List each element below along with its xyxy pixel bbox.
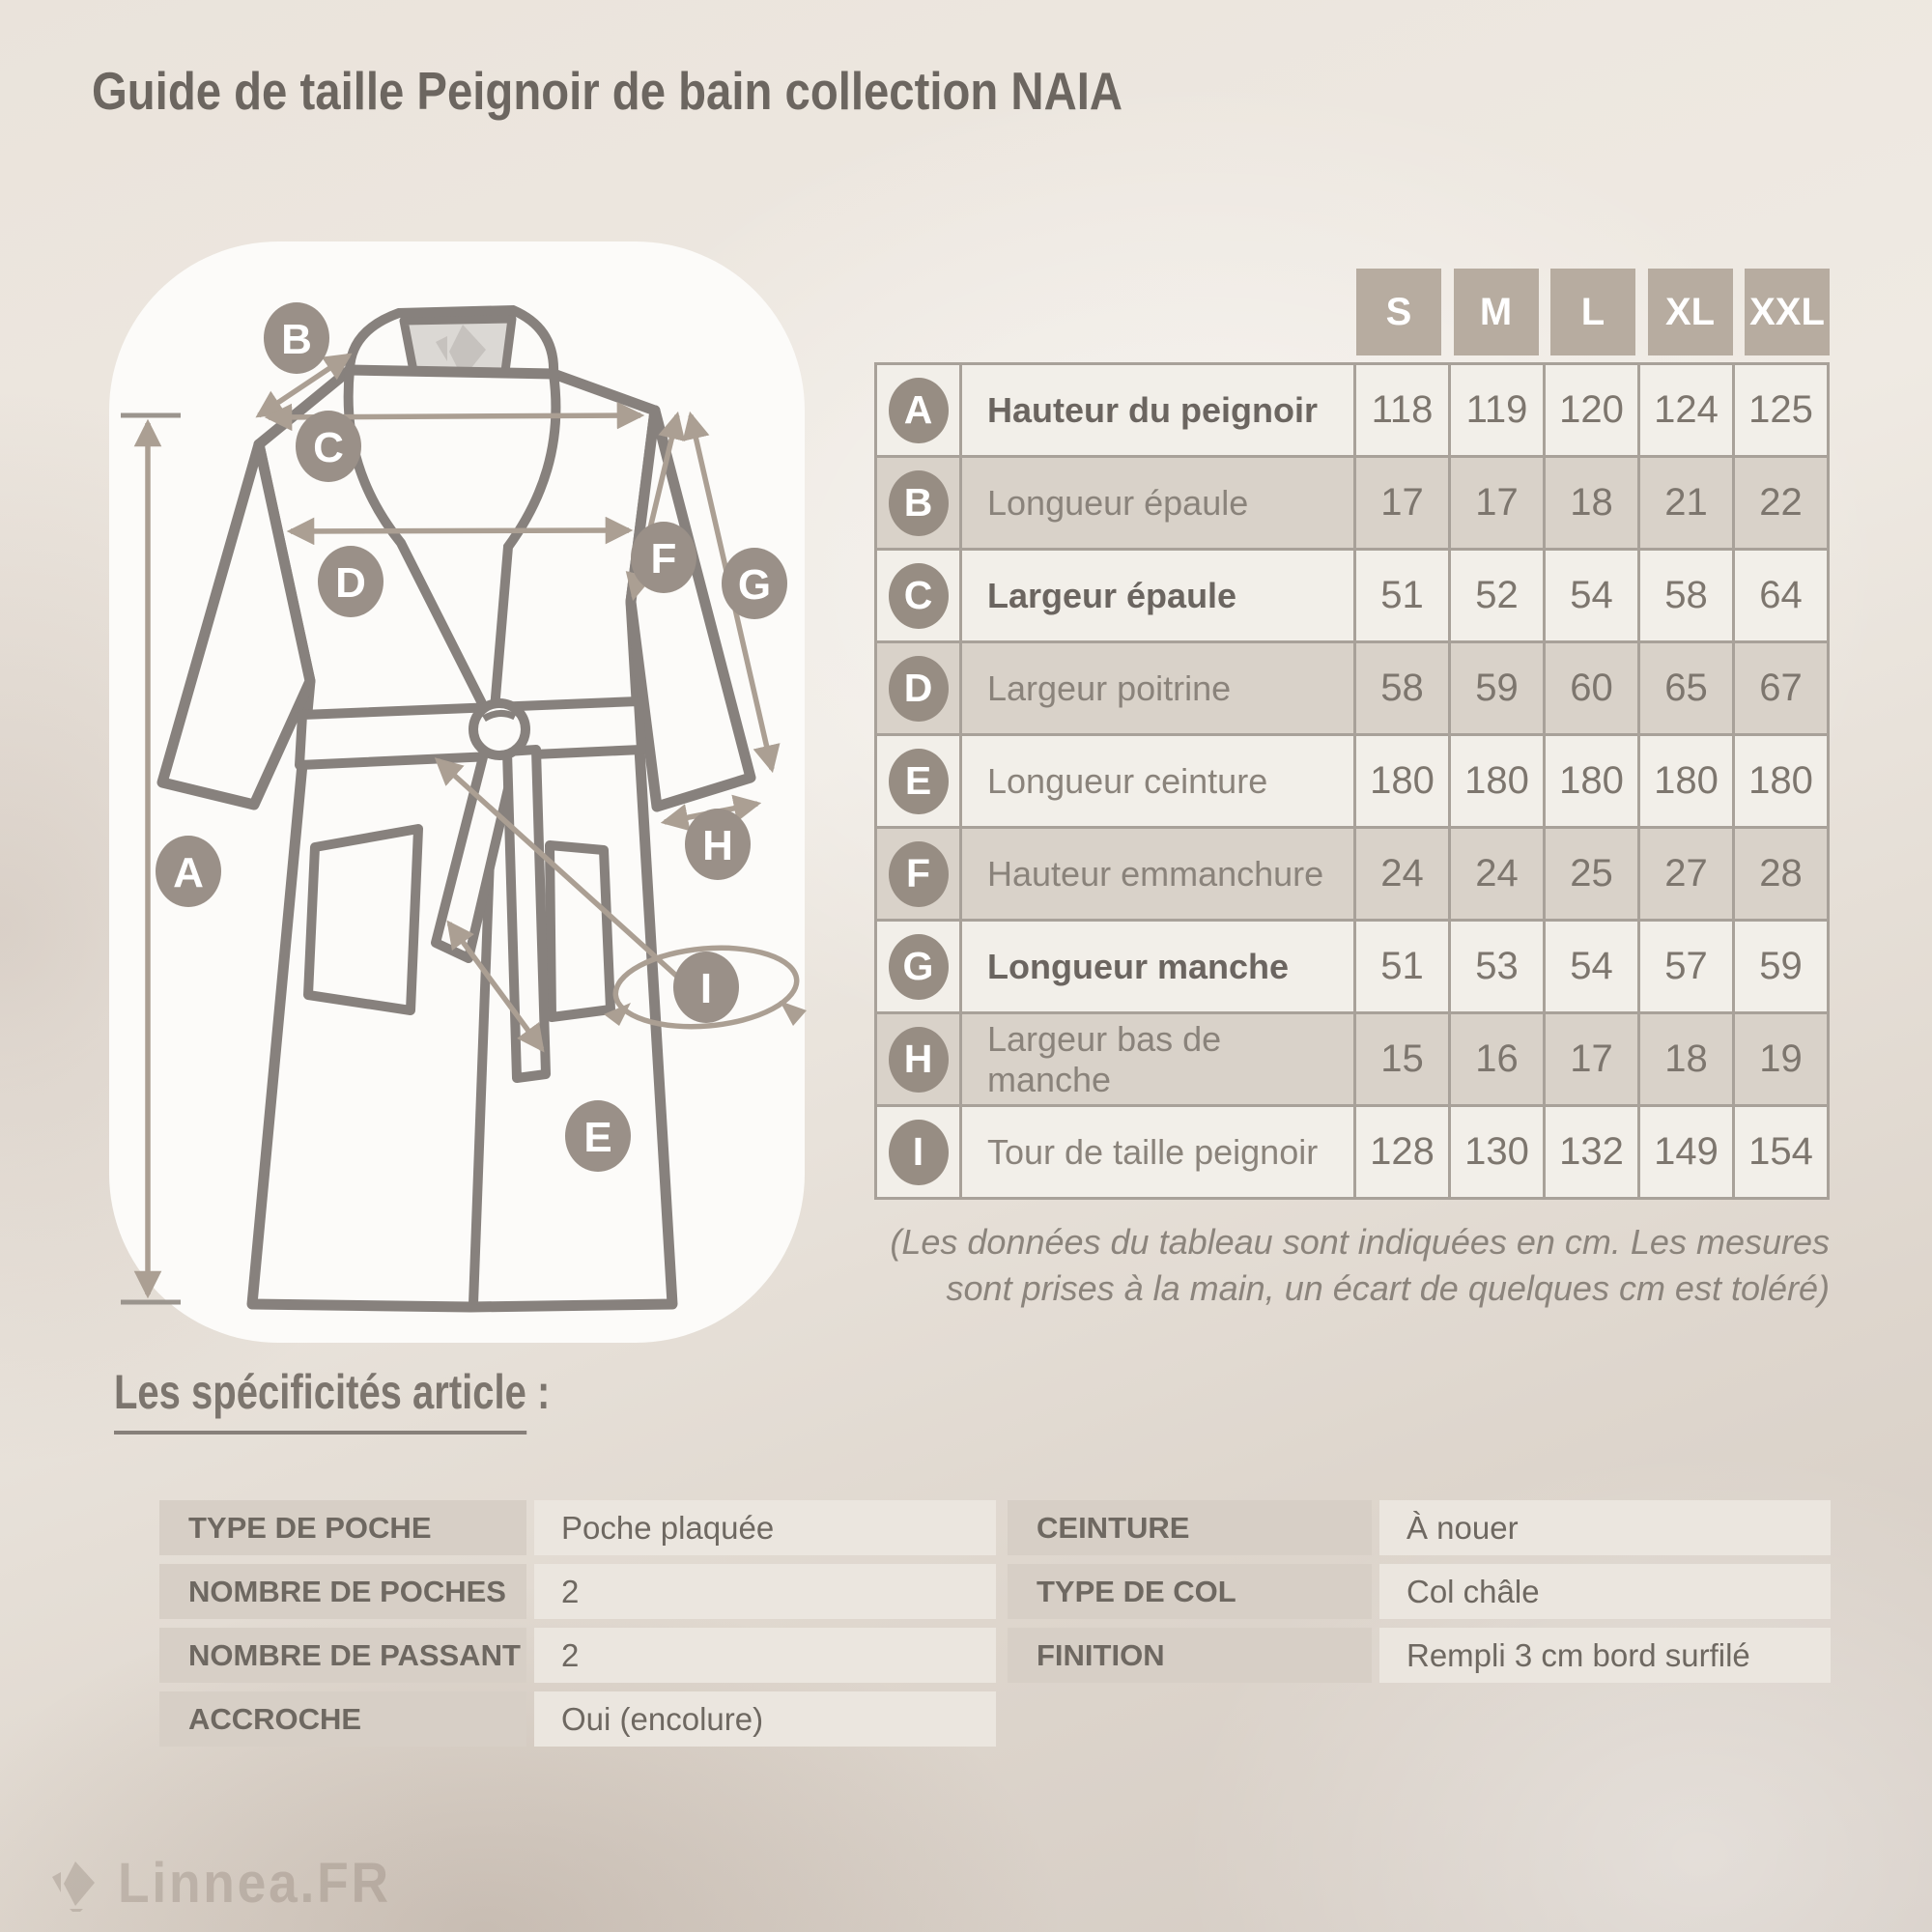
size-value: 18 <box>1640 1014 1732 1104</box>
row-letter-badge: F <box>889 841 949 907</box>
table-note-line1: (Les données du tableau sont indiquées en cm. Les mesures <box>890 1222 1830 1262</box>
svg-text:I: I <box>699 965 713 1012</box>
row-label: Longueur manche <box>962 922 1353 1011</box>
spec-label: TYPE DE POCHE <box>159 1500 526 1555</box>
size-value: 16 <box>1451 1014 1543 1104</box>
spec-value: Oui (encolure) <box>534 1691 996 1747</box>
row-label: Largeur poitrine <box>962 643 1353 733</box>
svg-text:G: G <box>737 561 772 609</box>
row-label: Tour de taille peignoir <box>962 1107 1353 1197</box>
size-value: 21 <box>1640 458 1732 548</box>
size-value: 128 <box>1356 1107 1448 1197</box>
svg-text:E: E <box>583 1114 612 1161</box>
spec-label: TYPE DE COL <box>1008 1564 1372 1619</box>
size-value: 180 <box>1356 736 1448 826</box>
size-value: 132 <box>1546 1107 1637 1197</box>
table-note-line2: sont prises à la main, un écart de quelques cm est toléré) <box>946 1267 1830 1308</box>
size-table <box>874 362 1830 1200</box>
row-label: Hauteur emmanchure <box>962 829 1353 919</box>
page-title: Guide de taille Peignoir de bain collection NAIA <box>92 61 1123 121</box>
size-value: 180 <box>1640 736 1732 826</box>
size-value: 27 <box>1640 829 1732 919</box>
size-value: 60 <box>1546 643 1637 733</box>
row-letter-badge: E <box>889 749 949 814</box>
row-letter-badge: I <box>889 1120 949 1185</box>
brand-watermark-icon <box>46 1856 102 1912</box>
svg-text:F: F <box>650 535 677 582</box>
robe-pocket-left <box>308 829 418 1010</box>
svg-text:H: H <box>702 822 733 869</box>
size-header-row <box>1356 269 1830 355</box>
size-value: 120 <box>1546 365 1637 455</box>
size-value: 58 <box>1356 643 1448 733</box>
size-value: 22 <box>1735 458 1827 548</box>
size-value: 24 <box>1451 829 1543 919</box>
size-value: 180 <box>1451 736 1543 826</box>
row-letter-cell <box>877 922 959 1011</box>
size-value: 51 <box>1356 922 1448 1011</box>
size-value: 52 <box>1451 551 1543 640</box>
spec-table-right <box>1008 1500 1831 1683</box>
size-value: 15 <box>1356 1014 1448 1104</box>
size-header-l: L <box>1550 269 1635 355</box>
row-letter-cell <box>877 829 959 919</box>
spec-label: NOMBRE DE PASSANT <box>159 1628 526 1683</box>
table-note <box>890 1219 1830 1312</box>
size-value: 130 <box>1451 1107 1543 1197</box>
spec-value: Rempli 3 cm bord surfilé <box>1379 1628 1831 1683</box>
spec-label: FINITION <box>1008 1628 1372 1683</box>
size-value: 28 <box>1735 829 1827 919</box>
size-value: 59 <box>1735 922 1827 1011</box>
spec-label: NOMBRE DE POCHES <box>159 1564 526 1619</box>
size-value: 125 <box>1735 365 1827 455</box>
row-letter-badge: B <box>889 470 949 536</box>
size-value: 25 <box>1546 829 1637 919</box>
row-letter-cell <box>877 1107 959 1197</box>
size-value: 19 <box>1735 1014 1827 1104</box>
size-value: 67 <box>1735 643 1827 733</box>
size-value: 17 <box>1546 1014 1637 1104</box>
size-value: 58 <box>1640 551 1732 640</box>
row-letter-cell <box>877 736 959 826</box>
brand-watermark <box>46 1851 414 1916</box>
row-label: Longueur ceinture <box>962 736 1353 826</box>
row-letter-cell <box>877 458 959 548</box>
size-value: 17 <box>1451 458 1543 548</box>
size-header-xl: XL <box>1648 269 1733 355</box>
svg-text:A: A <box>173 849 204 896</box>
spec-table-left <box>159 1500 996 1747</box>
spec-label: CEINTURE <box>1008 1500 1372 1555</box>
size-value: 154 <box>1735 1107 1827 1197</box>
spec-value: 2 <box>534 1564 996 1619</box>
size-value: 180 <box>1735 736 1827 826</box>
spec-value: À nouer <box>1379 1500 1831 1555</box>
size-value: 54 <box>1546 551 1637 640</box>
row-label: Longueur épaule <box>962 458 1353 548</box>
size-value: 54 <box>1546 922 1637 1011</box>
specs-heading <box>114 1364 550 1420</box>
size-value: 59 <box>1451 643 1543 733</box>
row-letter-badge: A <box>889 378 949 443</box>
size-value: 65 <box>1640 643 1732 733</box>
row-letter-badge: G <box>889 934 949 1000</box>
spec-label: ACCROCHE <box>159 1691 526 1747</box>
row-label: Largeur épaule <box>962 551 1353 640</box>
size-header-m: M <box>1454 269 1539 355</box>
size-value: 118 <box>1356 365 1448 455</box>
size-value: 24 <box>1356 829 1448 919</box>
row-letter-cell <box>877 1014 959 1104</box>
size-header-s: S <box>1356 269 1441 355</box>
row-letter-badge: D <box>889 656 949 722</box>
svg-text:D: D <box>335 559 366 607</box>
size-value: 124 <box>1640 365 1732 455</box>
size-value: 17 <box>1356 458 1448 548</box>
spec-value: Col châle <box>1379 1564 1831 1619</box>
size-value: 119 <box>1451 365 1543 455</box>
size-value: 180 <box>1546 736 1637 826</box>
size-header-xxl: XXL <box>1745 269 1830 355</box>
robe-diagram <box>109 242 805 1343</box>
spec-value: 2 <box>534 1628 996 1683</box>
row-label: Hauteur du peignoir <box>962 365 1353 455</box>
size-value: 149 <box>1640 1107 1732 1197</box>
size-value: 18 <box>1546 458 1637 548</box>
row-letter-badge: C <box>889 563 949 629</box>
row-letter-cell <box>877 551 959 640</box>
size-value: 64 <box>1735 551 1827 640</box>
brand-watermark-text: Linnea.FR <box>118 1852 391 1915</box>
size-value: 57 <box>1640 922 1732 1011</box>
row-letter-badge: H <box>889 1027 949 1093</box>
row-label: Largeur bas de manche <box>962 1014 1353 1104</box>
svg-text:C: C <box>313 424 344 471</box>
row-letter-cell <box>877 643 959 733</box>
size-value: 51 <box>1356 551 1448 640</box>
specs-heading-colon: : <box>526 1365 551 1419</box>
spec-value: Poche plaquée <box>534 1500 996 1555</box>
specs-heading-text: Les spécificités article <box>114 1365 526 1435</box>
row-letter-cell <box>877 365 959 455</box>
svg-text:B: B <box>281 316 312 363</box>
robe-diagram-panel <box>109 242 805 1343</box>
size-value: 53 <box>1451 922 1543 1011</box>
